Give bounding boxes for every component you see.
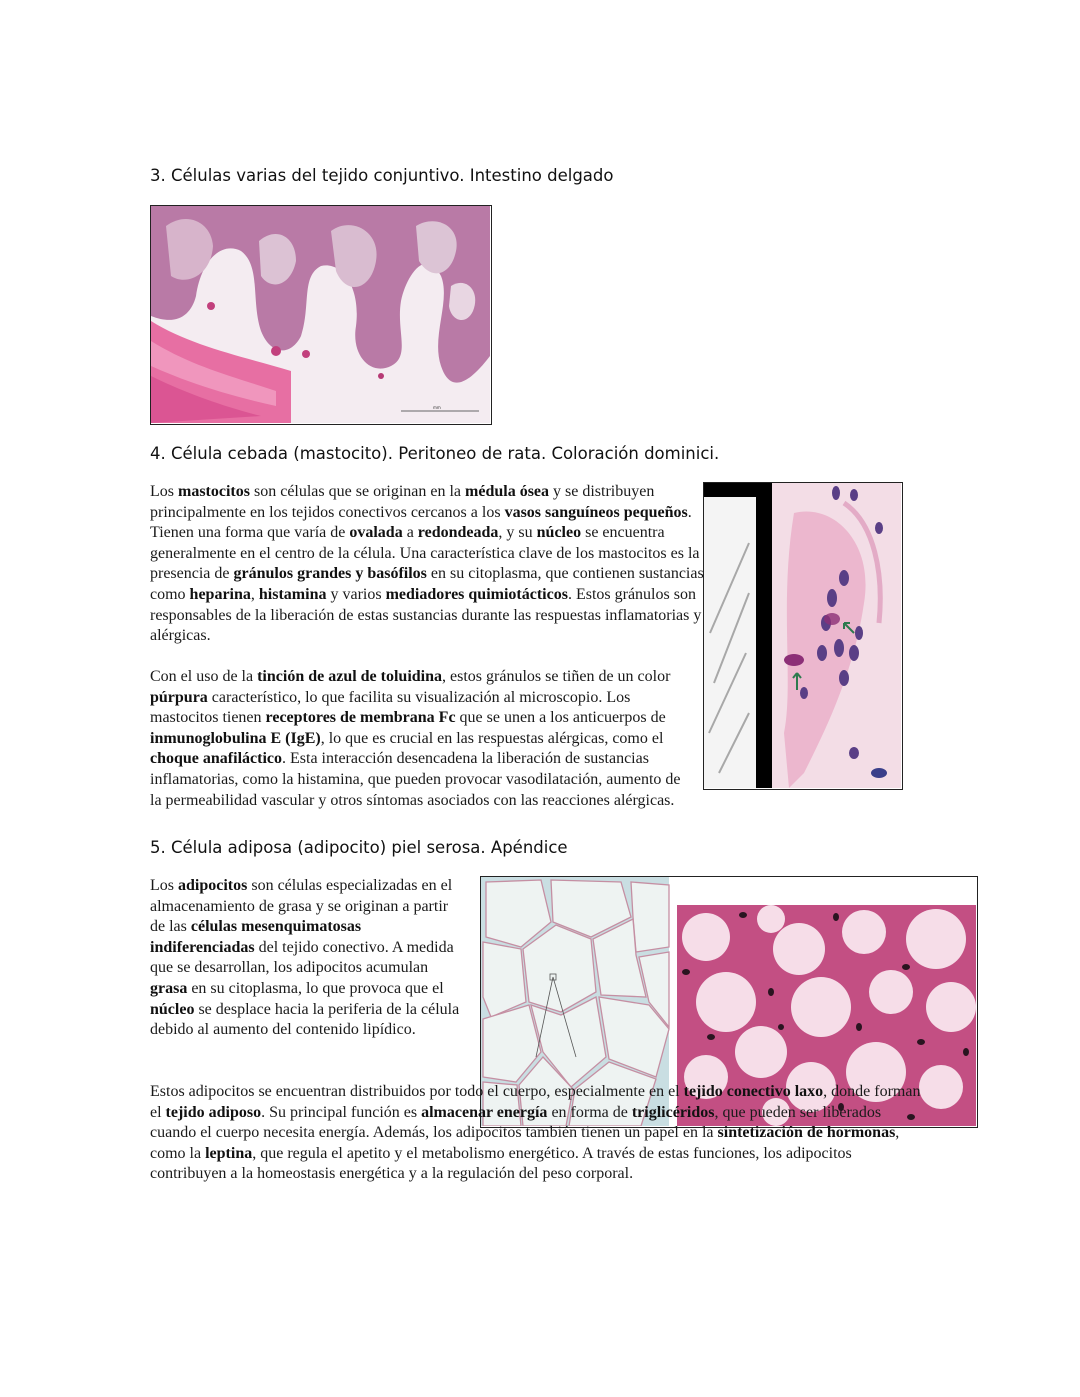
section-5-heading: 5. Célula adiposa (adipocito) piel serosa. Apéndice (150, 838, 568, 857)
mast-cell-micrograph (703, 482, 903, 790)
section-4-heading: 4. Célula cebada (mastocito). Peritoneo de rata. Coloración dominici. (150, 444, 720, 463)
svg-text:mm: mm (433, 405, 441, 410)
section-3-heading: 3. Células varias del tejido conjuntivo. Intestino delgado (150, 166, 614, 185)
adipocitos-paragraph: Los adipocitos son células especializadas en el almacenamiento de grasa y se originan a partir de las células mesenquimatosas indiferenciadas del tejido conectivo. A medida que se desarrollan, los adipocitos acumulan grasa en su citoplasma, lo que provoca que el núcleo se desplace hacia la periferia de la célula debido al aumento del contenido lipídico. (150, 877, 460, 1039)
adipocitos-paragraph-2: Estos adipocitos se encuentran distribuidos por todo el cuerpo, especialmente en el tejido conectivo laxo, donde forman el tejido adiposo. Su principal función es almacenar energía en forma de triglicéridos, que pueden ser liberados cuando el cuerpo necesita energía. Además, los adipocitos también tienen un papel en la sintetización de hormonas, como la leptina, que regula el apetito y el metabolismo energético. A través de estas funciones, los adipocitos contribuyen a la homeostasis energética y a la regulación del peso corporal. (150, 1083, 921, 1183)
intestine-micrograph (150, 205, 492, 425)
mastocitos-paragraph-2: Con el uso de la tinción de azul de toluidina, estos gránulos se tiñen de un color púrpura característico, lo que facilita su visualización al microscopio. Los mastocitos tienen receptores de membrana Fc que se unen a los anticuerpos de inmunoglobulina E (IgE), lo que es crucial en las respuestas alérgicas, como el choque anafiláctico. Esta interacción desencadena la liberación de sustancias inflamatorias, como la histamina, que pueden provocar vasodilatación, aumento de la permeabilidad vascular y otros síntomas asociados con las reacciones alérgicas. (150, 668, 681, 809)
mastocitos-paragraph: Los mastocitos son células que se originan en la médula ósea y se distribuyen principalmente en los tejidos conectivos cercanos a los vasos sanguíneos pequeños. Tienen una forma que varía de ovalada a redondeada, y su núcleo se encuentra generalmente en el centro de la célula. Una característica clave de los mastocitos es la presencia de gránulos grandes y basófilos en su citoplasma, que contienen sustancias como heparina, histamina y varios mediadores quimiotácticos. Estos gránulos son responsables de la liberación de estas sustancias durante las respuestas inflamatorias y alérgicas. (150, 483, 704, 645)
